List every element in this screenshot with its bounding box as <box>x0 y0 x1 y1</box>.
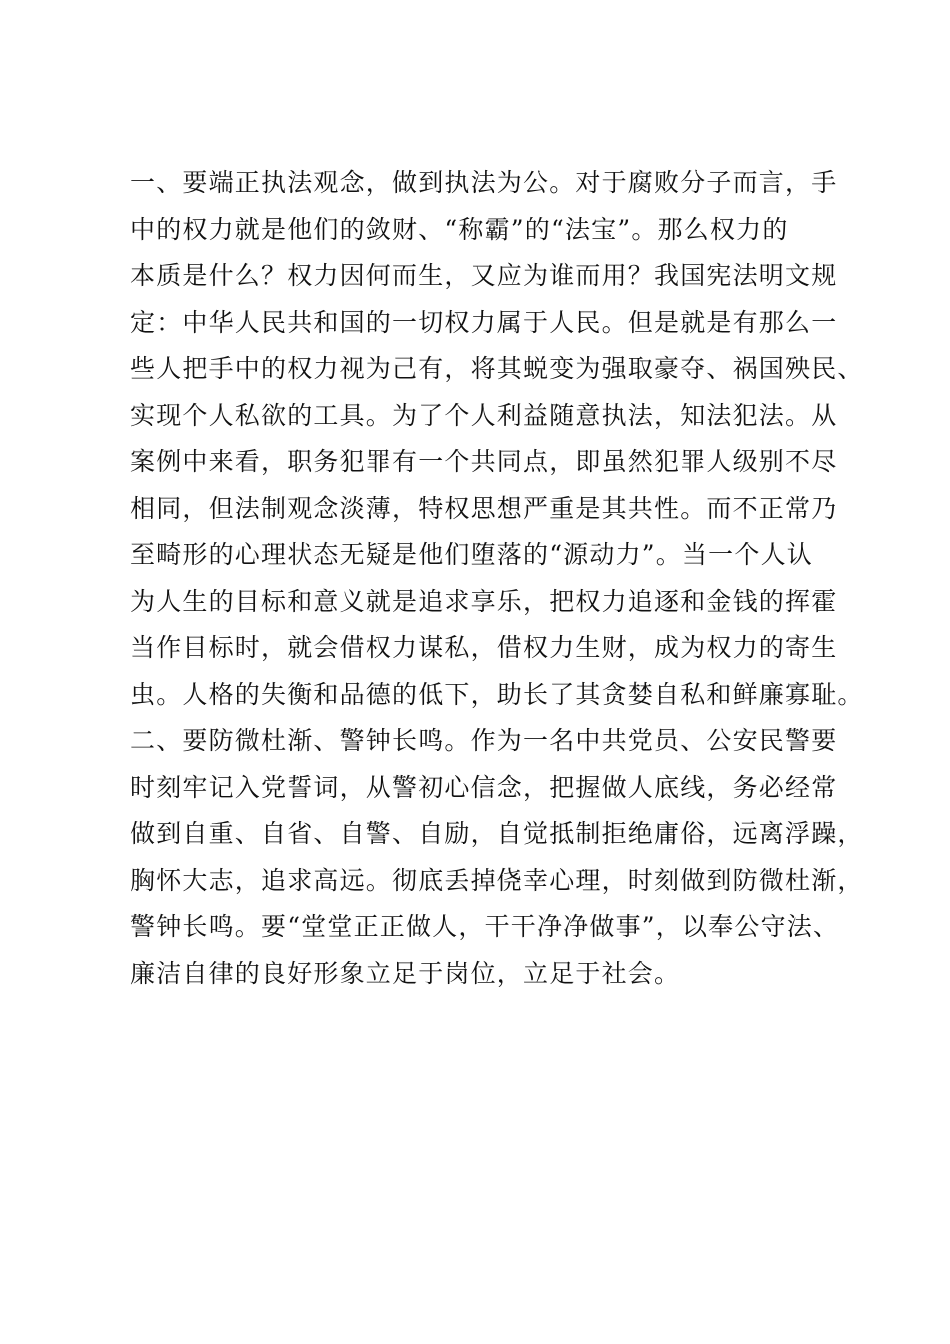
text-line: 二、要防微杜渐、警钟长鸣。作为一名中共党员、公安民警要 <box>130 726 838 755</box>
text-line: 中的权力就是他们的敛财、“称霸”的“法宝”。那么权力的 <box>130 214 789 244</box>
text-line: 警钟长鸣。要“堂堂正正做人，干干净净做事”，以奉公守法、 <box>130 912 840 941</box>
text-line: 当作目标时，就会借权力谋私，借权力生财，成为权力的寄生 <box>130 633 838 662</box>
body-text <box>130 160 864 997</box>
text-line: 时刻牢记入党誓词，从警初心信念，把握做人底线，务必经常 <box>130 772 838 802</box>
text-line: 案例中来看，职务犯罪有一个共同点，即虽然犯罪人级别不尽 <box>130 447 838 476</box>
text-line: 胸怀大志，追求高远。彻底丢掉侥幸心理，时刻做到防微杜渐， <box>130 865 864 895</box>
text-line: 本质是什么？权力因何而生，又应为谁而用？我国宪法明文规 <box>130 261 838 290</box>
text-line: 些人把手中的权力视为己有，将其蜕变为强取豪夺、祸国殃民、 <box>130 354 864 383</box>
text-line: 实现个人私欲的工具。为了个人利益随意执法，知法犯法。从 <box>130 400 838 430</box>
text-line: 至畸形的心理状态无疑是他们堕落的“源动力”。当一个人认 <box>130 540 813 569</box>
text-line: 廉洁自律的良好形象立足于岗位，立足于社会。 <box>130 958 681 988</box>
text-line: 虫。人格的失衡和品德的低下，助长了其贪婪自私和鲜廉寡耻。 <box>130 679 864 709</box>
text-line: 相同，但法制观念淡薄，特权思想严重是其共性。而不正常乃 <box>130 493 838 523</box>
text-line: 为人生的目标和意义就是追求享乐，把权力追逐和金钱的挥霍 <box>130 586 838 616</box>
text-line: 做到自重、自省、自警、自励，自觉抵制拒绝庸俗，远离浮躁， <box>130 819 864 848</box>
text-line: 一、要端正执法观念，做到执法为公。对于腐败分子而言，手 <box>130 168 838 197</box>
text-line: 定：中华人民共和国的一切权力属于人民。但是就是有那么一 <box>130 307 838 337</box>
